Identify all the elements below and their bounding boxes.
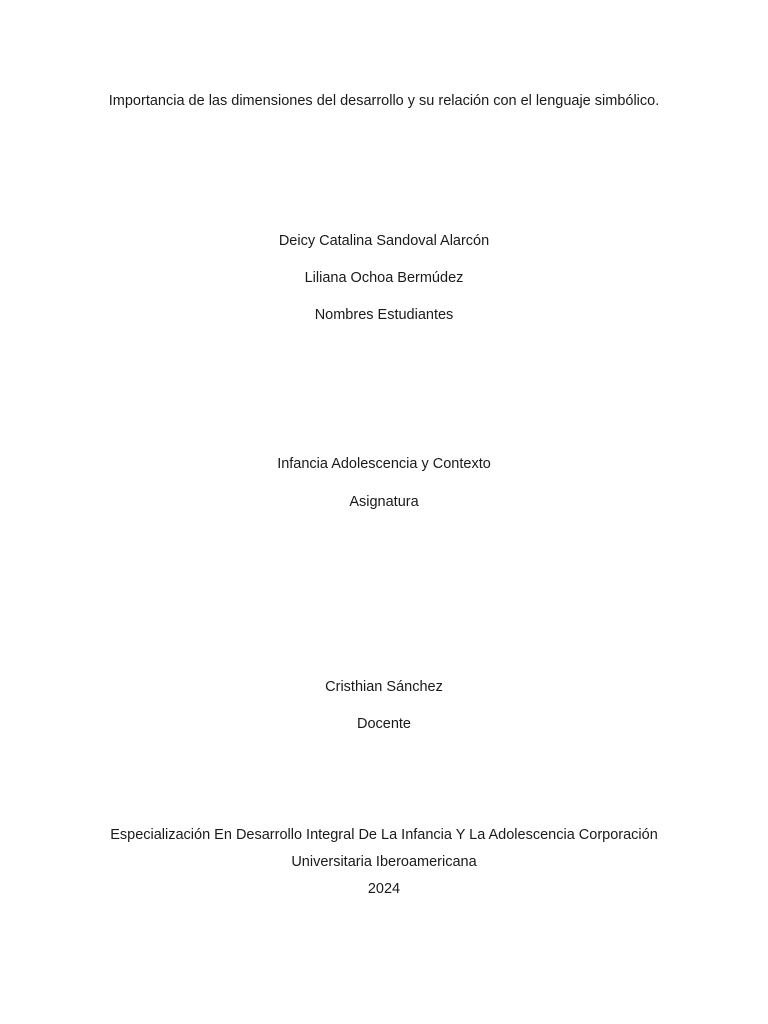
- teacher-name: Cristhian Sánchez: [325, 679, 443, 695]
- institution-line-2: Universitaria Iberoamericana: [291, 854, 477, 870]
- students-label: Nombres Estudiantes: [314, 307, 454, 323]
- student-name-2: Liliana Ochoa Bermúdez: [304, 270, 464, 286]
- course-name: Infancia Adolescencia y Contexto: [277, 456, 491, 472]
- document-year: 2024: [367, 881, 401, 897]
- institution-line-1: Especialización En Desarrollo Integral De La Infancia Y La Adolescencia Corporación: [110, 827, 658, 843]
- student-name-1: Deicy Catalina Sandoval Alarcón: [278, 233, 490, 249]
- document-title: Importancia de las dimensiones del desarrollo y su relación con el lenguaje simbólico.: [108, 93, 660, 109]
- course-label: Asignatura: [349, 494, 419, 510]
- teacher-label: Docente: [356, 716, 411, 732]
